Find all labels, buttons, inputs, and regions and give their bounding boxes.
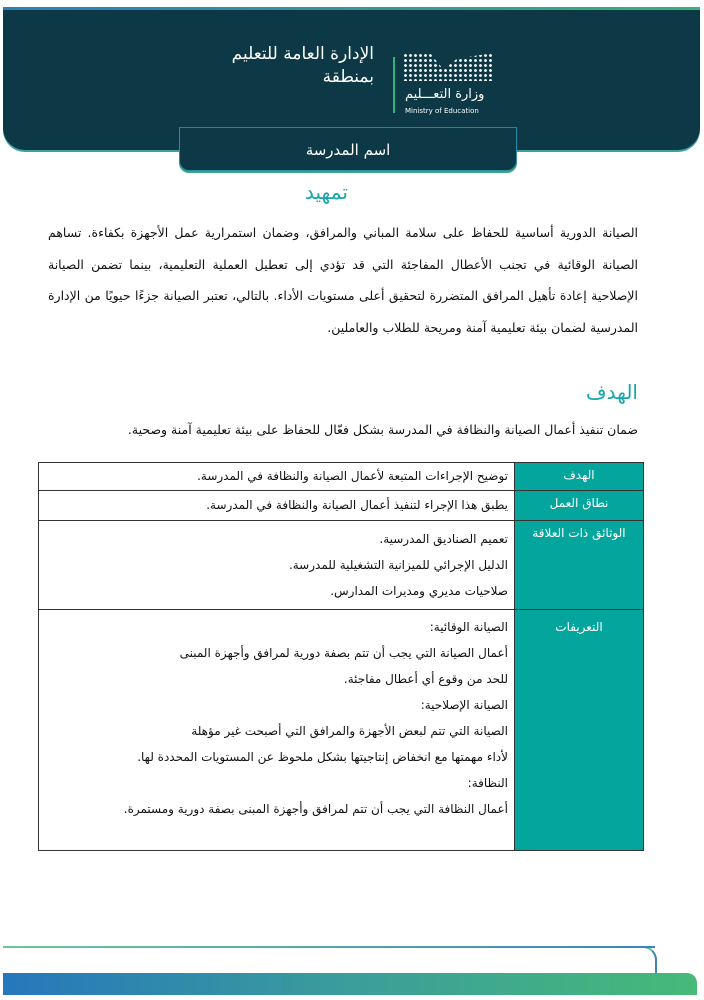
row-line: الصيانة الإصلاحية: bbox=[420, 698, 508, 712]
table-row bbox=[39, 521, 644, 610]
row-label: التعريفات bbox=[515, 610, 644, 851]
row-line: صلاحيات مديري ومديرات المدارس. bbox=[330, 584, 508, 598]
intro-paragraph: الصيانة الدورية أساسية للحفاظ على سلامة المباني والمرافق، وضمان استمرارية عمل الأجهزة بكفاءة. تساهم الصيانة الوقائية في تجنب الأعطال المفاجئة التي قد تؤدي إلى تعطيل العملية التعليمية، بينما تضمن الصيانة الإصلاحية إعادة تأهيل المرافق المتضررة لتحقيق أعلى مستويات الأداء. بالتالي، تعتبر الصيانة جزءًا حيويًا من الإدارة المدرسية لضمان بيئة تعليمية آمنة ومريحة للطلاب والعاملين. bbox=[48, 225, 638, 335]
department-line2: بمنطقة bbox=[322, 67, 374, 87]
footer-line bbox=[3, 946, 657, 976]
row-value bbox=[39, 463, 515, 491]
logo-divider bbox=[393, 57, 395, 113]
row-line: أعمال النظافة التي يجب أن تتم لمرافق وأجهزة المبنى بصفة دورية ومستمرة. bbox=[123, 802, 508, 816]
table-row bbox=[39, 491, 644, 521]
row-line: للحد من وقوع أي أعطال مفاجئة. bbox=[343, 672, 508, 686]
department-line1: الإدارة العامة للتعليم bbox=[231, 44, 374, 64]
department-name bbox=[232, 43, 374, 89]
logo-english-text: Ministry of Education bbox=[405, 107, 479, 115]
intro-title: تمهيد bbox=[305, 180, 348, 204]
row-line: يطبق هذا الإجراء لتنفيذ أعمال الصيانة والنظافة في المدرسة. bbox=[206, 498, 508, 512]
logo-arabic-text: وزارة التعـــليم bbox=[405, 87, 485, 102]
row-line: الدليل الإجرائي للميزانية التشغيلية للمدرسة. bbox=[288, 558, 508, 572]
row-value bbox=[39, 521, 515, 610]
goal-text: ضمان تنفيذ أعمال الصيانة والنظافة في المدرسة بشكل فعّال للحفاظ على بيئة تعليمية آمنة وصحية. bbox=[127, 422, 638, 437]
row-line: توضيح الإجراءات المتبعة لأعمال الصيانة والنظافة في المدرسة. bbox=[197, 469, 508, 483]
procedure-table bbox=[38, 462, 644, 851]
row-line: النظافة: bbox=[467, 776, 508, 790]
row-line: الصيانة الوقائية: bbox=[429, 620, 508, 634]
row-label: نطاق العمل bbox=[515, 491, 644, 521]
logo-dots-icon bbox=[403, 53, 493, 81]
row-line: الصيانة التي تتم لبعض الأجهزة والمرافق التي أصبحت غير مؤهلة bbox=[191, 724, 508, 738]
row-value bbox=[39, 610, 515, 851]
ministry-logo bbox=[393, 45, 498, 120]
table-row bbox=[39, 610, 644, 851]
row-label: الوثائق ذات العلاقة bbox=[515, 521, 644, 610]
table-row bbox=[39, 463, 644, 491]
row-line: أعمال الصيانة التي يجب أن تتم بصفة دورية لمرافق وأجهزة المبنى bbox=[179, 646, 508, 660]
footer-bar bbox=[3, 973, 697, 995]
row-line: لأداء مهمتها مع انخفاض إنتاجيتها بشكل ملحوظ عن المستويات المحددة لها. bbox=[137, 750, 508, 764]
school-name: اسم المدرسة bbox=[179, 127, 517, 171]
row-label: الهدف bbox=[515, 463, 644, 491]
row-line: تعميم الصناديق المدرسية. bbox=[379, 532, 508, 546]
goal-title: الهدف bbox=[585, 380, 638, 404]
row-value bbox=[39, 491, 515, 521]
